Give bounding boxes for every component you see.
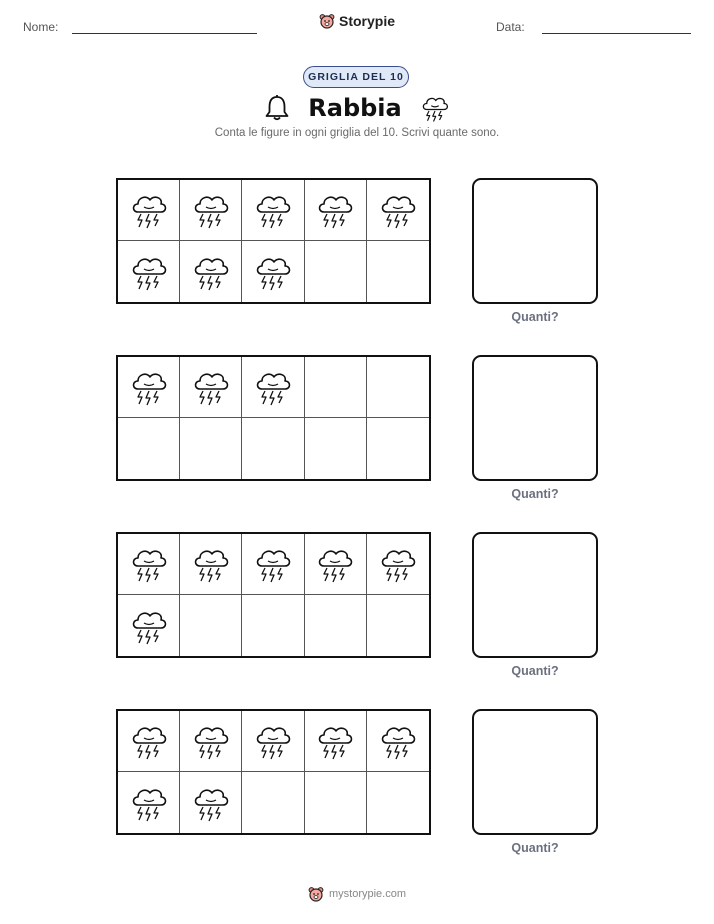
ten-frame-cell (242, 418, 304, 479)
storm-cloud-icon (129, 190, 169, 230)
storm-cloud-icon (420, 93, 450, 123)
brand-name: Storypie (338, 13, 395, 29)
storm-cloud-icon (129, 606, 169, 646)
ten-frame-cell (180, 711, 242, 772)
storm-cloud-icon (191, 367, 231, 407)
brand-logo (0, 13, 714, 29)
answer-box[interactable] (472, 532, 598, 658)
ten-frame-cell (305, 357, 367, 418)
ten-frame-cell (367, 241, 429, 302)
ten-frame-cell (118, 180, 180, 241)
answer-label: Quanti? (511, 310, 559, 324)
answer-box[interactable] (472, 178, 598, 304)
name-line[interactable] (72, 33, 257, 34)
instructions: Conta le figure in ogni griglia del 10. Scrivi quante sono. (214, 127, 500, 139)
ten-frame (116, 709, 431, 835)
answer-label: Quanti? (511, 841, 559, 855)
ten-frame-cell (180, 357, 242, 418)
storm-cloud-icon (191, 721, 231, 761)
storm-cloud-icon (129, 367, 169, 407)
ten-frame-cell (242, 180, 304, 241)
ten-frame-cell (242, 711, 304, 772)
ten-frame-cell (242, 772, 304, 833)
ten-frame-cell (367, 534, 429, 595)
ten-frame-cell (367, 711, 429, 772)
ten-frame (116, 178, 431, 304)
title-row (0, 92, 714, 124)
storm-cloud-icon (253, 544, 293, 584)
answer-box[interactable] (472, 709, 598, 835)
storm-cloud-icon (315, 190, 355, 230)
ten-frame-cell (180, 418, 242, 479)
ten-frame-cell (118, 357, 180, 418)
ten-frame-cell (242, 241, 304, 302)
storm-cloud-icon (253, 190, 293, 230)
footer (0, 886, 714, 902)
storm-cloud-icon (253, 367, 293, 407)
ten-frame (116, 532, 431, 658)
ten-frame-cell (180, 534, 242, 595)
ten-frame-cell (305, 241, 367, 302)
task-row (0, 709, 714, 869)
ten-frame-cell (118, 418, 180, 479)
ten-frame (116, 355, 431, 481)
bear-logo-icon (308, 886, 324, 902)
ten-frame-cell (180, 180, 242, 241)
ten-frame-cell (118, 534, 180, 595)
ten-frame-cell (367, 357, 429, 418)
storm-cloud-icon (129, 544, 169, 584)
date-line[interactable] (542, 33, 691, 34)
storm-cloud-icon (191, 190, 231, 230)
ten-frame-cell (367, 180, 429, 241)
ten-frame-cell (180, 595, 242, 656)
ten-frame-cell (367, 418, 429, 479)
storm-cloud-icon (378, 721, 418, 761)
task-row (0, 532, 714, 692)
ten-frame-cell (305, 711, 367, 772)
ten-frame-cell (118, 241, 180, 302)
ten-frame-cell (367, 772, 429, 833)
ten-frame-cell (305, 595, 367, 656)
task-row (0, 355, 714, 515)
storm-cloud-icon (315, 721, 355, 761)
storm-cloud-icon (191, 252, 231, 292)
answer-label: Quanti? (511, 664, 559, 678)
footer-url: mystorypie.com (328, 888, 407, 900)
bear-logo-icon (319, 13, 335, 29)
ten-frame-cell (242, 595, 304, 656)
task-row (0, 178, 714, 338)
worksheet-type-badge: GRIGLIA DEL 10 (303, 66, 409, 88)
ten-frame-cell (242, 534, 304, 595)
ten-frame-cell (305, 534, 367, 595)
storm-cloud-icon (378, 190, 418, 230)
storm-cloud-icon (253, 721, 293, 761)
answer-box[interactable] (472, 355, 598, 481)
ten-frame-cell (118, 595, 180, 656)
ten-frame-cell (242, 357, 304, 418)
storm-cloud-icon (129, 721, 169, 761)
storm-cloud-icon (129, 783, 169, 823)
ten-frame-cell (305, 180, 367, 241)
page-title: Rabbia (308, 94, 402, 122)
name-label: Nome: (23, 20, 59, 34)
storm-cloud-icon (191, 544, 231, 584)
ten-frame-cell (367, 595, 429, 656)
date-label: Data: (496, 20, 525, 34)
ten-frame-cell (180, 241, 242, 302)
ten-frame-cell (305, 772, 367, 833)
storm-cloud-icon (315, 544, 355, 584)
ten-frame-cell (180, 772, 242, 833)
bell-icon (264, 94, 290, 122)
storm-cloud-icon (378, 544, 418, 584)
ten-frame-cell (305, 418, 367, 479)
storm-cloud-icon (253, 252, 293, 292)
storm-cloud-icon (129, 252, 169, 292)
storm-cloud-icon (191, 783, 231, 823)
ten-frame-cell (118, 711, 180, 772)
answer-label: Quanti? (511, 487, 559, 501)
ten-frame-cell (118, 772, 180, 833)
